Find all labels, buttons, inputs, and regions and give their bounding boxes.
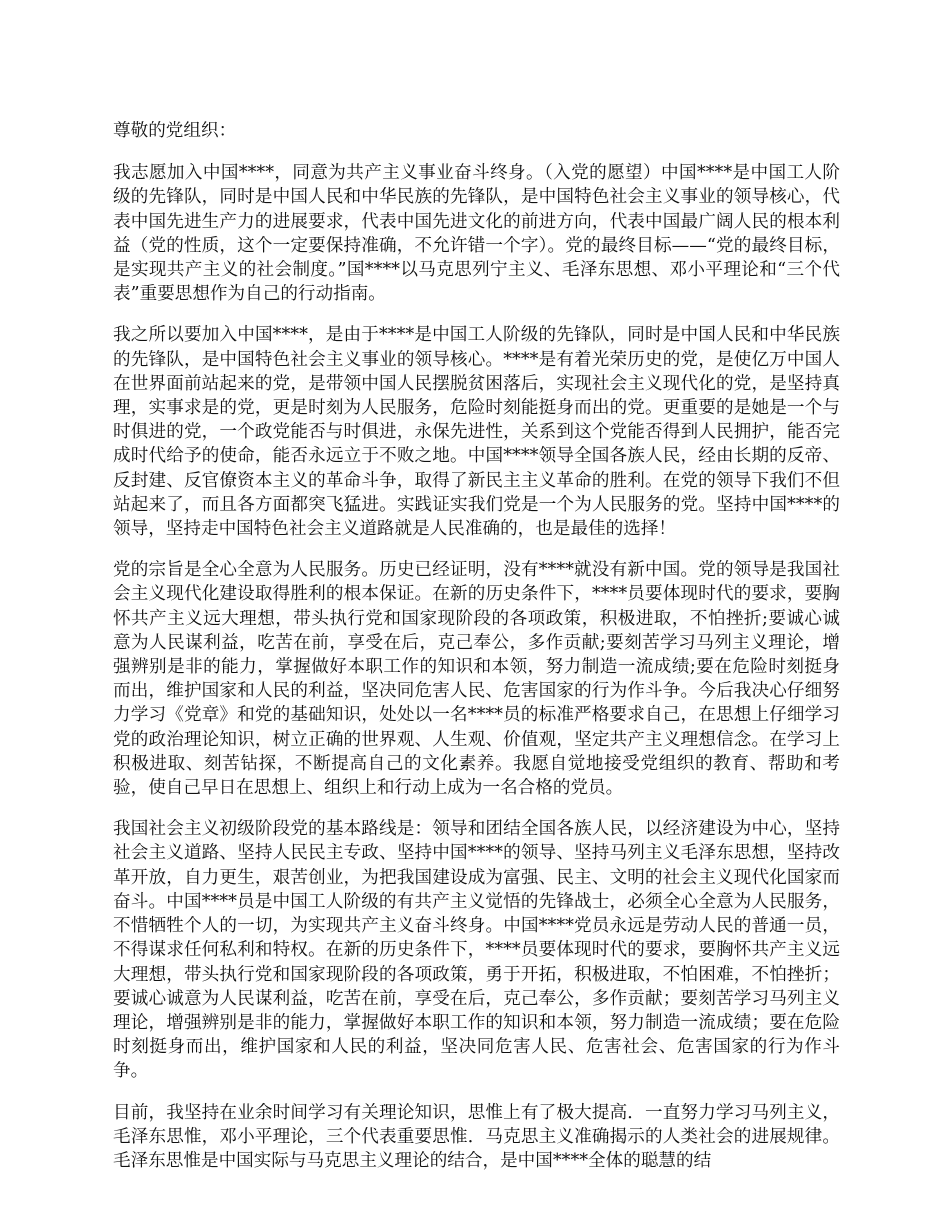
paragraph-party-purpose: 党的宗旨是全心全意为人民服务。历史已经证明，没有****就没有新中国。党的领导是我国社会主义现代化建设取得胜利的根本保证。在新的历史条件下，****员要体现时代的要求，要胸怀共产主义远大理想，带头执行党和国家现阶段的各项政策，积极进取，不怕挫折;要诚心诚意为人民谋利益，吃苦在前，享受在后，克己奉公，多作贡献;要刻苦学习马列主义理论，增强辨别是非的能力，掌握做好本职工作的知识和本领，努力制造一流成绩;要在危险时刻挺身而出，维护国家和人民的利益，坚决同危害人民、危害国家的行为作斗争。今后我决心仔细努力学习《党章》和党的基础知识，处处以一名****员的标准严格要求自己，在思想上仔细学习党的政治理论知识，树立正确的世界观、人生观、价值观，坚定共产主义理想信念。在学习上积极进取、刻苦钻探，不断提高自己的文化素养。我愿自觉地接受党组织的教育、帮助和考验，使自己早日在思想上、组织上和行动上成为一名合格的党员。 [113, 560, 840, 799]
paragraph-application-wish: 我志愿加入中国****，同意为共产主义事业奋斗终身。（入党的愿望）中国****是中国工人阶级的先锋队，同时是中国人民和中华民族的先锋队，是中国特色社会主义事业的领导核心，代表中国先进生产力的进展要求，代表中国先进文化的前进方向，代表中国最广阔人民的根本利益（党的性质，这个一定要保持准确，不允许错一个字）。党的最终目标——“党的最终目标，是实现共产主义的社会制度。”国****以马克思列宁主义、毛泽东思想、邓小平理论和“三个代表”重要思想作为自己的行动指南。 [113, 163, 840, 305]
salutation: 尊敬的党组织： [113, 121, 237, 141]
paragraph-reason-for-joining: 我之所以要加入中国****，是由于****是中国工人阶级的先锋队，同时是中国人民和中华民族的先锋队，是中国特色社会主义事业的领导核心。****是有着光荣历史的党，是使亿万中国人在世界面前站起来的党，是带领中国人民摆脱贫困落后，实现社会主义现代化的党，是坚持真理，实事求是的党，更是时刻为人民服务，危险时刻能挺身而出的党。更重要的是她是一个与时俱进的党，一个政党能否与时俱进，永保先进性，关系到这个党能否得到人民拥护，能否完成时代给予的使命，能否永远立于不败之地。中国****领导全国各族人民，经由长期的反帝、反封建、反官僚资本主义的革命斗争，取得了新民主主义革命的胜利。在党的领导下我们不但站起来了，而且各方面都突飞猛进。实践证实我们党是一个为人民服务的党。坚持中国****的领导，坚持走中国特色社会主义道路就是人民准确的，也是最佳的选择！ [113, 325, 840, 540]
paragraph-basic-line: 我国社会主义初级阶段党的基本路线是：领导和团结全国各族人民，以经济建设为中心，坚持社会主义道路、坚持人民民主专政、坚持中国****的领导、坚持马列主义毛泽东思想，坚持改革开放，自力更生，艰苦创业，为把我国建设成为富强、民主、文明的社会主义现代化国家而奋斗。中国****员是中国工人阶级的有共产主义觉悟的先锋战士，必须全心全意为人民服务，不惜牺牲个人的一切，为实现共产主义奋斗终身。中国****党员永远是劳动人民的普通一员，不得谋求任何私利和特权。在新的历史条件下，****员要体现时代的要求，要胸怀共产主义远大理想，带头执行党和国家现阶段的各项政策，勇于开拓，积极进取，不怕困难，不怕挫折；要诚心诚意为人民谋利益，吃苦在前，享受在后，克己奉公，多作贡献；要刻苦学习马列主义理论，增强辨别是非的能力，掌握做好本职工作的知识和本领，努力制造一流成绩；要在危险时刻挺身而出，维护国家和人民的利益，坚决同危害人民、危害社会、危害国家的行为作斗争。 [113, 819, 840, 1082]
paragraph-current-study: 目前，我坚持在业余时间学习有关理论知识，思惟上有了极大提高．一直努力学习马列主义，毛泽东思惟，邓小平理论，三个代表重要思惟．马克思主义准确揭示的人类社会的进展规律。毛泽东思惟是中国实际与马克思主义理论的结合，是中国****全体的聪慧的结 [113, 1102, 840, 1171]
